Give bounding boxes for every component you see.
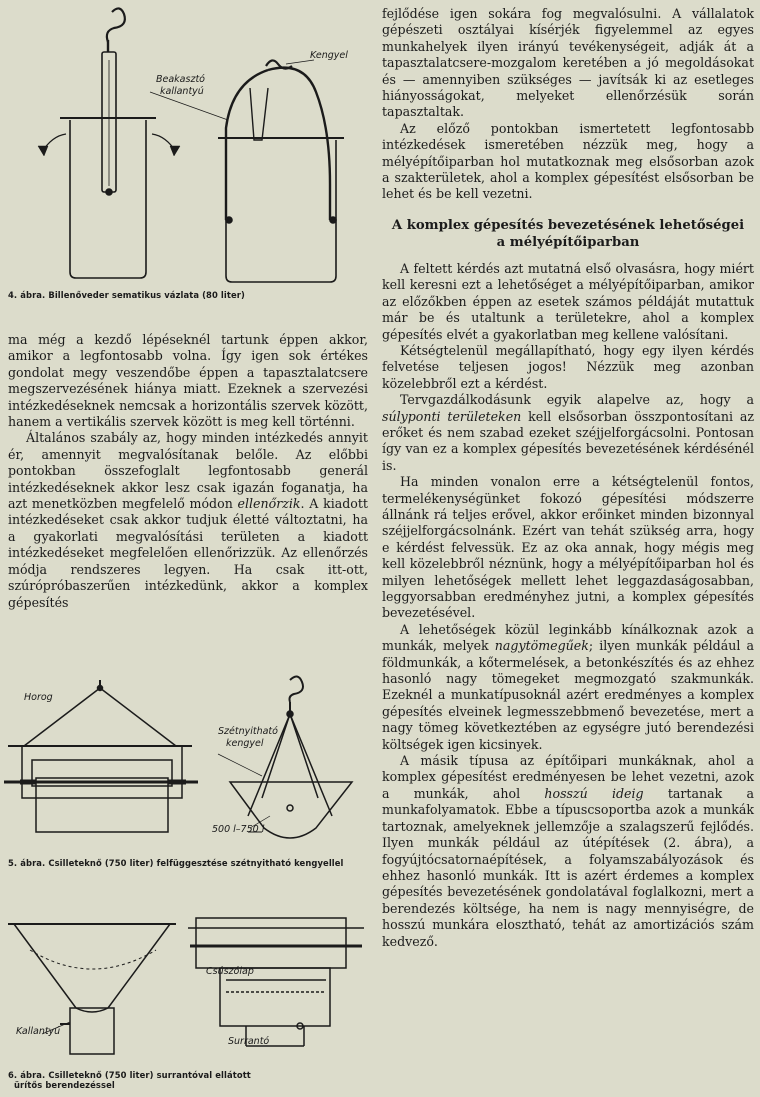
right-paragraph-7-text-b: ; ilyen munkák például a földmunkák, a kőtermelések, a betonkészítés és az ehhez hasonló nagy tömegeket megmozgató szakmunkák. Ezeknél a munkatípusoknál azért eredményes a komplex gépesítés elveinek legmesszebbmenő bevezetése, mert a nagy tömeg következtében az egységre jutó berendezési költségek igen kicsinyek. (382, 638, 754, 752)
tipping-bucket-drawing (0, 0, 370, 290)
right-paragraph-5-emphasis: súlyponti területeken (382, 408, 522, 424)
right-paragraph-4: Kétségtelenül megállapítható, hogy egy ilyen kérdés felvetése teljesen jogos! Nézzük meg azonban közelebbről ezt a kérdést. (382, 342, 754, 391)
label-surranto: Surrantó (228, 1036, 270, 1047)
label-volume: 500 l–750 l (212, 824, 265, 835)
section-heading-line-2: a mélyépítőiparban (496, 234, 640, 250)
section-heading (382, 217, 754, 251)
right-paragraph-2: Az előző pontokban ismertetett legfontosabb intézkedések ismeretében nézzük meg, hogy a mélyépítőiparban hol mutatkoznak meg elsősorban azok a szakterületek, ahol a komplex gépesítést elsősorban be lehet és be kell vezetni. (382, 120, 754, 202)
left-paragraph-2-text-a: Általános szabály az, hogy minden intézkedés annyit ér, amennyit megvalósítanak belőle. Az előbbi pontokban összefoglalt legfontosabb generál intézkedéseknek akkor lesz csak igazán foganatja, ha azt menetközben megfelelő módon (8, 430, 368, 512)
right-paragraph-5-text-b: kell elsősorban összpontosítani az erőket és nem szabad ezeket széjjelforgácsolni. Pontosan így van ez a komplex gépesítés bevezetésének kérdésénél is. (382, 408, 754, 473)
right-paragraph-8-text-b: tartanak a munkafolyamatok. Ebbe a típuscsoportba azok a munkák tartoznak, amelyeknek jellemzője a szalagszerű fejlődés. Ilyen munkák például az útépítések (2. ábra), a fogyújtócsatornaépítések, a folyamszabályozások és ehhez hasonló munkák. Itt is azért érdemes a komplex gépesítés bevezetésének gondolatával foglalkozni, mert a berendezés költsége, ha nem is nagy mennyiségre, de hosszú munkára elosztható, tehát az amortizációs szám kedvező. (382, 785, 754, 949)
figure-6-caption-line-2: ürítős berendezéssel (14, 1080, 115, 1090)
left-paragraph-2 (8, 430, 368, 610)
right-paragraph-8 (382, 753, 754, 950)
left-paragraph-2-text-b: . A kiadott intézkedéseket csak akkor tudjuk életté változtatni, ha a gyakorlati megvalósítási területen a kiadott intézkedéseket megfelelően ellenőrizzük. Az ellenőrzés módja rendszeres legyen. Ha csak itt-ott, szúrópróbaszerűen intézkedünk, akkor a komplex gépesítés (8, 496, 368, 610)
trough-suspension-drawing (0, 658, 370, 858)
figure-5-caption: 5. ábra. Csilleteknő (750 liter) felfüggesztése szétnyitható kengyellel (8, 858, 344, 868)
right-paragraph-7-emphasis: nagytömegűek (494, 638, 589, 654)
label-kallantyu: kallantyú (160, 86, 204, 97)
label-horog: Horog (24, 692, 53, 703)
right-paragraph-6: Ha minden vonalon erre a kétségtelenül fontos, termelékenységünket fokozó gépesítési módszerre állnánk rá teljes erővel, akkor erőinket minden bizonnyal széjjelforgácsolnánk. Ezért van tehát szükség arra, hogy e kérdést felvessük. Ez az oka annak, hogy mégis meg kell közelebbről néznünk, hogy a mélyépítőiparban hol és milyen lehetőségek mellett lehet leggazdaságosabban, leggyorsabban eredményhez jutni, a komplex gépesítés bevezetésével. (382, 474, 754, 621)
trough-chute-drawing (0, 896, 370, 1066)
right-paragraph-1: fejlődése igen sokára fog megvalósulni. A vállalatok gépészeti osztályai kísérjék figyelemmel az egyes munkahelyek ilyen irányú tevékenységeit, adják át a tapasztalatcsere-mozgalom keretében a jó megoldásokat és — amennyiben szükséges — javítsák ki az esetleges hiányosságokat, melyeket ellenőrzésük során tapasztaltak. (382, 6, 754, 120)
right-paragraph-3: A feltett kérdés azt mutatná első olvasásra, hogy miért kell keresni ezt a lehetőséget a mélyépítőiparban, amikor az előzőkben éppen az esetek számos példáját mutattuk már be és utaltunk a területekre, ahol a komplex gépesítés elvét a gyakorlatban meg kellene valósítani. (382, 260, 754, 342)
right-paragraph-5-text-a: Tervgazdálkodásunk egyik alapelve az, hogy a (400, 392, 754, 408)
left-paragraph-2-emphasis: ellenőrzik (237, 496, 301, 512)
figure-4 (0, 0, 370, 310)
label-beakaszto: Beakasztó (156, 74, 205, 85)
label-kallantyu-6: Kallantyú (16, 1026, 61, 1037)
figure-4-caption: 4. ábra. Billenőveder sematikus vázlata (80 liter) (8, 290, 245, 300)
figure-6-caption-line-1: 6. ábra. Csilleteknő (750 liter) surrantóval ellátott (8, 1070, 251, 1080)
right-paragraph-5 (382, 392, 754, 474)
figure-6 (0, 896, 370, 1096)
label-szetnyithato: Szétnyitható (218, 726, 278, 737)
figure-5 (0, 658, 370, 878)
right-paragraph-7-text-a: A lehetőségek közül leginkább kínálkoznak azok a munkák, melyek (382, 621, 754, 654)
label-kengyel-5: kengyel (226, 738, 264, 749)
right-paragraph-8-text-a: A másik típusa az építőipari munkáknak, ahol a komplex gépesítést eredményesen be lehet vezetni, azok a munkák, ahol (382, 753, 754, 801)
section-heading-line-1: A komplex gépesítés bevezetésének lehetőségei (391, 217, 745, 233)
label-kengyel: Kengyel (310, 50, 348, 61)
label-csuszolap: Csúszólap (206, 966, 254, 977)
left-paragraph-1: ma még a kezdő lépéseknél tartunk éppen akkor, amikor a legfontosabb volna. Így igen sok értékes gondolat megy veszendőbe éppen a tapasztalatcsere megszervezésének hiánya miatt. Ezeknek a szervezési intézkedéseknek nemcsak a horizontális szervek között, hanem a vertikális szervek között is meg kell történni. (8, 332, 368, 430)
right-paragraph-8-emphasis: hosszú ideig (544, 785, 644, 801)
right-paragraph-7 (382, 622, 754, 753)
